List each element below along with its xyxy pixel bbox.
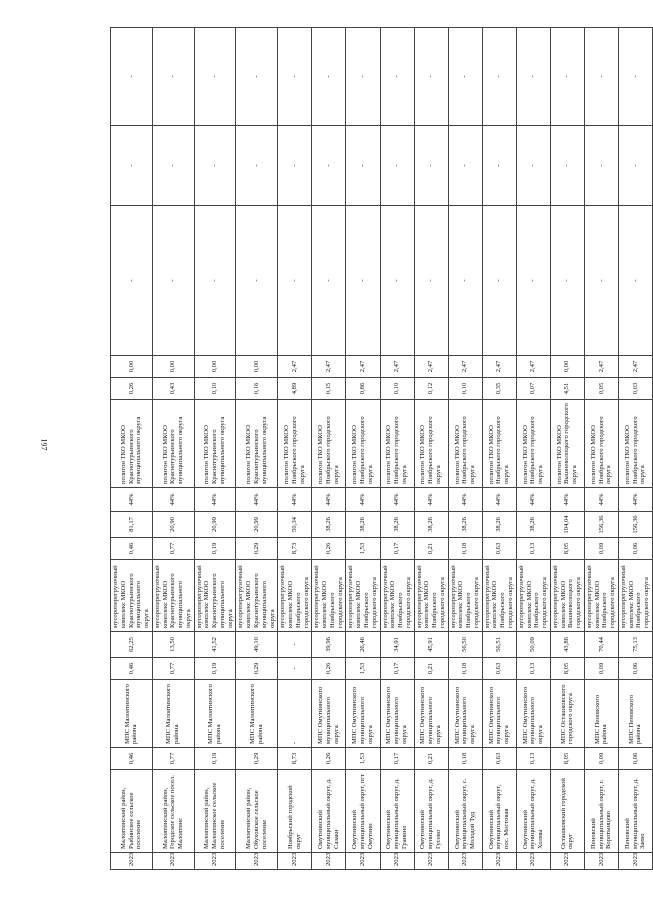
cell-dest: полигон ТКО МКОО Вышневолоцкого городского округа (550, 400, 584, 488)
cell-v5: 104,04 (550, 512, 584, 538)
cell-v7: 2,47 (380, 356, 414, 378)
cell-v2: 0,26 (312, 658, 346, 680)
cell-v4: 0,13 (516, 538, 550, 560)
cell-facility: мусороперегрузочный комплекс МКОО Краснотурьинского муниципального округа (111, 560, 153, 632)
cell-dest: полигон ТКО МКОО Краснотурьинского муниципального округа (152, 400, 194, 488)
cell-municipality: Омутнинский муниципальный округ, д. Гусево (414, 770, 448, 853)
cell-facility: мусороперегрузочный комплекс МКОО Ноябрьского городского округа (584, 560, 618, 632)
cell-v5: 20,90 (152, 512, 194, 538)
cell-year: 2023 (194, 853, 236, 870)
cell-v4: 0,17 (380, 538, 414, 560)
cell-year: 2023 (550, 853, 584, 870)
cell-v1: 0,29 (236, 748, 278, 770)
cell-v3: 62,25 (111, 632, 153, 658)
rotated-table-area (110, 48, 651, 870)
cell-c2: - (482, 126, 516, 206)
cell-operator: МПС Пеновского района (584, 680, 618, 748)
cell-pct: 44% (584, 488, 618, 512)
cell-facility: мусороперегрузочный комплекс МКОО Ноябрьского городского округа (516, 560, 550, 632)
cell-v1: 0,18 (448, 748, 482, 770)
waste-flow-table (110, 27, 653, 870)
cell-c1: - (236, 206, 278, 356)
cell-facility: мусороперегрузочный комплекс МКОО Ноябрьского городского округа (482, 560, 516, 632)
cell-v4: 0,63 (482, 538, 516, 560)
cell-v1: 0,77 (152, 748, 194, 770)
cell-c2: - (111, 126, 153, 206)
cell-operator: МПС Омутнинского муниципального округа (346, 680, 380, 748)
cell-v7: 2,47 (414, 356, 448, 378)
cell-v5: 38,26 (482, 512, 516, 538)
cell-pct: 44% (448, 488, 482, 512)
cell-v1: 0,19 (194, 748, 236, 770)
cell-municipality: Малоятинский район, Малоятинское сельское поселение (194, 770, 236, 853)
cell-v4: 0,21 (414, 538, 448, 560)
cell-facility: мусороперегрузочный комплекс МКОО Ноябрьского городского округа (312, 560, 346, 632)
cell-v2: 0,13 (516, 658, 550, 680)
cell-operator: МПС Малоятинского района (194, 680, 236, 748)
cell-year: 2023 (346, 853, 380, 870)
cell-v5: 38,26 (516, 512, 550, 538)
cell-c3: - (618, 28, 652, 126)
cell-pct: 44% (618, 488, 652, 512)
cell-dest: полигон ТКО МКОО Ноябрьского городского округа (312, 400, 346, 488)
cell-municipality: Омутнинский муниципальный округ, д. Сазаки (312, 770, 346, 853)
cell-dest: полигон ТКО МКОО Краснотурьинского муниципального округа (236, 400, 278, 488)
cell-c1: - (618, 206, 652, 356)
cell-v1: 0,46 (111, 748, 153, 770)
cell-facility: мусороперегрузочный комплекс МКОО Вышневолоцкого городского округа (550, 560, 584, 632)
cell-c3: - (346, 28, 380, 126)
cell-v7: 2,47 (482, 356, 516, 378)
cell-v6: 0,35 (482, 378, 516, 400)
table-row (111, 28, 153, 870)
cell-municipality: Омутнинский муниципальный округ, д. Гранино (380, 770, 414, 853)
cell-c1: - (414, 206, 448, 356)
cell-c1: - (312, 206, 346, 356)
cell-v5: 38,26 (312, 512, 346, 538)
table-row (278, 28, 312, 870)
cell-operator: МПС Омутнинского муниципального округа (448, 680, 482, 748)
cell-v5: 156,36 (618, 512, 652, 538)
cell-v6: 0,16 (236, 378, 278, 400)
cell-year: 2023 (111, 853, 153, 870)
cell-v1: 0,09 (584, 748, 618, 770)
cell-year: 2023 (312, 853, 346, 870)
cell-v3: 49,10 (236, 632, 278, 658)
cell-v1: 0,17 (380, 748, 414, 770)
page-number: 197 (39, 438, 49, 451)
cell-c3: - (236, 28, 278, 126)
cell-v2: 0,09 (584, 658, 618, 680)
table-row (312, 28, 346, 870)
table-row (550, 28, 584, 870)
cell-v5: 38,26 (380, 512, 414, 538)
cell-year: 2023 (278, 853, 312, 870)
cell-year: 2023 (618, 853, 652, 870)
cell-dest: полигон ТКО МКОО Ноябрьского городского округа (516, 400, 550, 488)
cell-c1: - (516, 206, 550, 356)
cell-v6: 0,05 (584, 378, 618, 400)
cell-v3: 75,13 (618, 632, 652, 658)
cell-v7: 0,00 (152, 356, 194, 378)
cell-dest: полигон ТКО МКОО Ноябрьского городского округа (278, 400, 312, 488)
cell-v6: 0,43 (152, 378, 194, 400)
cell-v7: 0,00 (550, 356, 584, 378)
cell-c2: - (236, 126, 278, 206)
cell-v6: 0,10 (194, 378, 236, 400)
cell-operator: МПС Малоятинского района (111, 680, 153, 748)
table-row (380, 28, 414, 870)
cell-v4: 0,26 (312, 538, 346, 560)
table-row (516, 28, 550, 870)
cell-c1: - (152, 206, 194, 356)
cell-c1: - (278, 206, 312, 356)
cell-v5: 20,99 (194, 512, 236, 538)
cell-v4: 0,77 (152, 538, 194, 560)
cell-c3: - (584, 28, 618, 126)
table-row (448, 28, 482, 870)
cell-dest: полигон ТКО МКОО Краснотурьинского муниципального округа (111, 400, 153, 488)
cell-c3: - (482, 28, 516, 126)
cell-facility: мусороперегрузочный комплекс МКОО Ноябрьского городского округа (414, 560, 448, 632)
cell-c3: - (380, 28, 414, 126)
cell-v7: 2,47 (278, 356, 312, 378)
cell-c3: - (516, 28, 550, 126)
cell-v1: 0,26 (312, 748, 346, 770)
cell-v4: 8,05 (550, 538, 584, 560)
cell-facility: мусороперегрузочный комплекс МКОО Краснотурьинского муниципального округа (194, 560, 236, 632)
cell-year: 2023 (236, 853, 278, 870)
cell-v4: 1,53 (346, 538, 380, 560)
cell-operator: МПС Пеновского района (618, 680, 652, 748)
cell-v6: 0,10 (448, 378, 482, 400)
cell-municipality: Малоятинский район, Городское сельское посел. Малоятинс (152, 770, 194, 853)
cell-v2: 0,06 (618, 658, 652, 680)
cell-v6: 4,89 (278, 378, 312, 400)
cell-year: 2023 (584, 853, 618, 870)
cell-v7: 0,00 (111, 356, 153, 378)
cell-operator: МПС Малоятинского района (152, 680, 194, 748)
cell-municipality: Омутнинский муниципальный округ, пгт Омутнин (346, 770, 380, 853)
cell-c1: - (482, 206, 516, 356)
cell-c1: - (346, 206, 380, 356)
cell-v3: 45,91 (414, 632, 448, 658)
cell-v2: 0,46 (111, 658, 153, 680)
cell-c1: - (194, 206, 236, 356)
cell-year: 2023 (516, 853, 550, 870)
rotated-table-wrapper (110, 48, 651, 870)
cell-operator: МПС Омутнинского муниципального округа (516, 680, 550, 748)
cell-v4: 8,73 (278, 538, 312, 560)
cell-c3: - (550, 28, 584, 126)
cell-operator: - (278, 680, 312, 748)
cell-v6: 0,26 (111, 378, 153, 400)
cell-v2: 0,21 (414, 658, 448, 680)
table-row (346, 28, 380, 870)
cell-municipality: Омутнинский муниципальный округ, пос. Мостовая (482, 770, 516, 853)
cell-v7: 2,47 (618, 356, 652, 378)
table-row (194, 28, 236, 870)
cell-v3: 13,50 (152, 632, 194, 658)
table-row (152, 28, 194, 870)
cell-v2: 1,53 (346, 658, 380, 680)
cell-v3: 39,96 (312, 632, 346, 658)
cell-v2: 0,19 (194, 658, 236, 680)
cell-operator: МПС Малоятинского района (236, 680, 278, 748)
cell-operator: МПС Осташковского городского округа (550, 680, 584, 748)
cell-c3: - (448, 28, 482, 126)
cell-dest: полигон ТКО МКОО Ноябрьского городского округа (346, 400, 380, 488)
cell-v3: 34,91 (380, 632, 414, 658)
cell-pct: 44% (516, 488, 550, 512)
cell-v1: 8,73 (278, 748, 312, 770)
cell-pct: 44% (111, 488, 153, 512)
cell-v1: 8,05 (550, 748, 584, 770)
cell-v2: 0,63 (482, 658, 516, 680)
cell-pct: 44% (194, 488, 236, 512)
cell-c2: - (448, 126, 482, 206)
cell-v6: 0,86 (346, 378, 380, 400)
cell-operator: МПС Омутнинского муниципального округа (414, 680, 448, 748)
cell-v4: 0,18 (448, 538, 482, 560)
cell-c2: - (312, 126, 346, 206)
cell-v1: 1,53 (346, 748, 380, 770)
cell-c1: - (448, 206, 482, 356)
cell-v7: 2,47 (516, 356, 550, 378)
cell-v2: 0,17 (380, 658, 414, 680)
cell-year: 2023 (482, 853, 516, 870)
cell-c3: - (152, 28, 194, 126)
cell-facility: мусороперегрузочный комплекс МКОО Краснотурьинского муниципального округа (236, 560, 278, 632)
table-row (584, 28, 618, 870)
cell-c2: - (194, 126, 236, 206)
cell-dest: полигон ТКО МКОО Ноябрьского городского округа (584, 400, 618, 488)
cell-c2: - (550, 126, 584, 206)
cell-dest: полигон ТКО МКОО Ноябрьского городского округа (380, 400, 414, 488)
cell-c3: - (194, 28, 236, 126)
cell-c1: - (380, 206, 414, 356)
table-row (618, 28, 652, 870)
cell-c3: - (414, 28, 448, 126)
cell-municipality: Пеновский муниципальный округ, д. Заево (618, 770, 652, 853)
cell-v7: 0,00 (236, 356, 278, 378)
cell-municipality: Малоятинский район, Рыбинское сельское поселение (111, 770, 153, 853)
cell-v7: 2,47 (448, 356, 482, 378)
cell-v4: 0,19 (194, 538, 236, 560)
cell-c1: - (111, 206, 153, 356)
cell-year: 2023 (448, 853, 482, 870)
cell-v5: 156,36 (584, 512, 618, 538)
cell-municipality: Малоятинский район, Обуховское сельское поселение (236, 770, 278, 853)
cell-facility: мусороперегрузочный комплекс МКОО Ноябрьского городского округа (346, 560, 380, 632)
cell-v2: 8,05 (550, 658, 584, 680)
cell-c2: - (618, 126, 652, 206)
cell-municipality: Ноябрьский городской округ (278, 770, 312, 853)
table-row (482, 28, 516, 870)
cell-v2: 0,29 (236, 658, 278, 680)
cell-dest: полигон ТКО МКОО Ноябрьского городского округа (448, 400, 482, 488)
cell-c2: - (346, 126, 380, 206)
cell-v4: 0,46 (111, 538, 153, 560)
cell-v6: 0,10 (380, 378, 414, 400)
cell-v6: 0,07 (516, 378, 550, 400)
cell-pct: 44% (152, 488, 194, 512)
cell-dest: полигон ТКО МКОО Ноябрьского городского округа (618, 400, 652, 488)
cell-pct: 44% (380, 488, 414, 512)
cell-year: 2023 (152, 853, 194, 870)
cell-v7: 2,47 (346, 356, 380, 378)
cell-v1: 0,13 (516, 748, 550, 770)
cell-v5: 81,17 (111, 512, 153, 538)
cell-pct: 44% (346, 488, 380, 512)
cell-v5: 38,26 (448, 512, 482, 538)
cell-pct: 44% (278, 488, 312, 512)
cell-v3: 56,50 (448, 632, 482, 658)
cell-v7: 0,00 (194, 356, 236, 378)
cell-year: 2023 (380, 853, 414, 870)
cell-c1: - (584, 206, 618, 356)
cell-operator: МПС Омутнинского муниципального округа (482, 680, 516, 748)
cell-pct: 44% (550, 488, 584, 512)
cell-v3: 50,09 (516, 632, 550, 658)
cell-v5: 38,26 (414, 512, 448, 538)
cell-v7: 2,47 (312, 356, 346, 378)
cell-v2: 0,18 (448, 658, 482, 680)
cell-v2: - (278, 658, 312, 680)
cell-facility: мусороперегрузочный комплекс МКОО Ноябрьского городского округа (618, 560, 652, 632)
cell-c2: - (516, 126, 550, 206)
cell-v2: 0,77 (152, 658, 194, 680)
cell-operator: МПС Омутнинского муниципального округа (312, 680, 346, 748)
cell-v3: 70,44 (584, 632, 618, 658)
cell-v1: 0,06 (618, 748, 652, 770)
cell-dest: полигон ТКО МКОО Ноябрьского городского округа (482, 400, 516, 488)
cell-c2: - (152, 126, 194, 206)
cell-municipality: Омутнинский муниципальный округ, с. Молодой Туд (448, 770, 482, 853)
cell-facility: мусороперегрузочный комплекс МКОО Краснотурьинского муниципального округа (152, 560, 194, 632)
cell-c3: - (278, 28, 312, 126)
cell-c2: - (584, 126, 618, 206)
cell-v3: 41,52 (194, 632, 236, 658)
cell-operator: МПС Омутнинского муниципального округа (380, 680, 414, 748)
cell-v3: 43,86 (550, 632, 584, 658)
cell-facility: мусороперегрузочный комплекс МКОО Ноябрьского городского округа (278, 560, 312, 632)
cell-c1: - (550, 206, 584, 356)
cell-v1: 0,63 (482, 748, 516, 770)
cell-pct: 44% (482, 488, 516, 512)
table-row (414, 28, 448, 870)
cell-v3: - (278, 632, 312, 658)
table-row (236, 28, 278, 870)
cell-c2: - (380, 126, 414, 206)
cell-c2: - (278, 126, 312, 206)
cell-v4: 0,29 (236, 538, 278, 560)
cell-v1: 0,21 (414, 748, 448, 770)
cell-facility: мусороперегрузочный комплекс МКОО Ноябрьского городского округа (380, 560, 414, 632)
cell-pct: 44% (414, 488, 448, 512)
cell-municipality: Омутнинский муниципальный округ, д. Холмы (516, 770, 550, 853)
cell-c2: - (414, 126, 448, 206)
table-body (111, 28, 653, 870)
cell-pct: 44% (312, 488, 346, 512)
cell-v6: 4,51 (550, 378, 584, 400)
cell-year: 2023 (414, 853, 448, 870)
cell-facility: мусороперегрузочный комплекс МКОО Ноябрьского городского округа (448, 560, 482, 632)
cell-v3: 26,46 (346, 632, 380, 658)
cell-c3: - (111, 28, 153, 126)
cell-v5: 20,99 (236, 512, 278, 538)
cell-pct: 44% (236, 488, 278, 512)
cell-municipality: Пеновский муниципальный округ, г. Воротынцево (584, 770, 618, 853)
cell-municipality: Осташковский городской округ (550, 770, 584, 853)
cell-v6: 0,12 (414, 378, 448, 400)
cell-dest: полигон ТКО МКОО Краснотурьинского муниципального округа (194, 400, 236, 488)
cell-dest: полигон ТКО МКОО Ноябрьского городского округа (414, 400, 448, 488)
cell-v6: 0,03 (618, 378, 652, 400)
cell-v4: 0,09 (584, 538, 618, 560)
cell-v4: 0,06 (618, 538, 652, 560)
cell-v5: 50,34 (278, 512, 312, 538)
cell-v5: 38,26 (346, 512, 380, 538)
cell-v6: 0,15 (312, 378, 346, 400)
cell-v7: 2,47 (584, 356, 618, 378)
cell-c3: - (312, 28, 346, 126)
cell-v3: 56,51 (482, 632, 516, 658)
